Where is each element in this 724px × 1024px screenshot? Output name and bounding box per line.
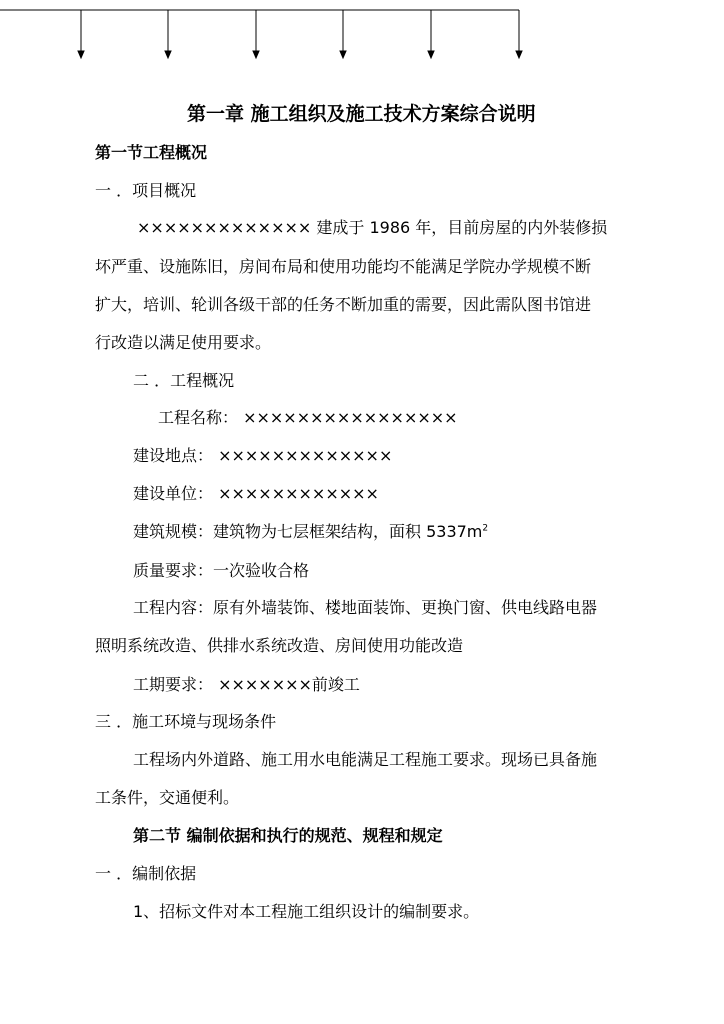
chapter-title: 第一章 施工组织及施工技术方案综合说明: [187, 103, 536, 125]
paragraph-line: 工程场内外道路、施工用水电能满足工程施工要求。现场已具备施: [133, 750, 598, 769]
item-heading-2: 二 ．工程概况: [133, 371, 235, 390]
paragraph-line: 行改造以满足使用要求。: [95, 333, 272, 352]
paragraph-line: 扩大，培训、轮训各级干部的任务不断加重的需要，因此需队图书馆进: [95, 295, 592, 314]
scale-superscript: 2: [482, 523, 489, 534]
construction-unit: 建设单位： ××××××××××××: [133, 484, 379, 503]
scale-text: 建筑规模：建筑物为七层框架结构，面积 5337m: [133, 522, 483, 541]
paragraph-line: ××××××××××××× 建成于 1986 年，目前房屋的内外装修损: [137, 218, 608, 237]
project-content-line: 工程内容：原有外墙装饰、楼地面装饰、更换门窗、供电线路电器: [133, 598, 598, 617]
item-heading-3: 三 ．施工环境与现场条件: [95, 712, 277, 731]
item-heading-1: 一 ．项目概况: [95, 181, 197, 200]
paragraph-line: 工条件，交通便利。: [95, 788, 240, 807]
item-heading-4: 一 ．编制依据: [95, 864, 197, 883]
org-chart-fragment: [0, 0, 724, 70]
section-heading-1: 第一节工程概况: [95, 143, 208, 162]
construction-site: 建设地点： ×××××××××××××: [133, 446, 393, 465]
quality-requirement: 质量要求：一次验收合格: [133, 561, 310, 580]
paragraph-line: 坏严重、设施陈旧，房间布局和使用功能均不能满足学院办学规模不断: [95, 257, 592, 276]
construction-scale: [133, 522, 488, 542]
project-content-line: 照明系统改造、供排水系统改造、房间使用功能改造: [95, 636, 464, 655]
project-name: 工程名称： ××××××××××××××××: [158, 408, 458, 427]
down-arrows: [78, 10, 522, 58]
schedule-requirement: 工期要求： ×××××××前竣工: [133, 675, 360, 694]
section-heading-2: 第二节 编制依据和执行的规范、规程和规定: [133, 826, 443, 845]
basis-item: 1、招标文件对本工程施工组织设计的编制要求。: [133, 902, 480, 921]
